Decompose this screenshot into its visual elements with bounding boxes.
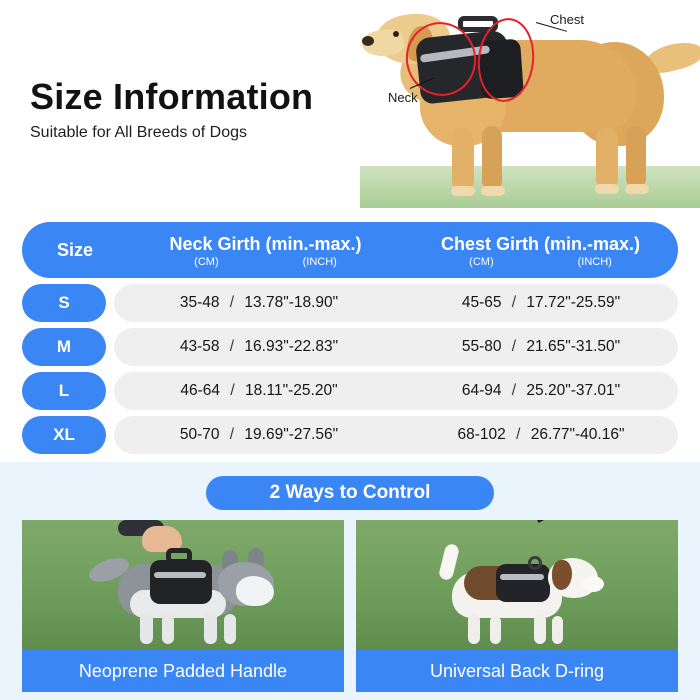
dog-eye <box>393 31 399 37</box>
table-row <box>22 372 678 410</box>
row-separator: / <box>516 426 521 443</box>
beagle-leg <box>490 616 501 644</box>
row-size-badge: S <box>22 284 106 322</box>
section-title-pill: 2 Ways to Control <box>206 476 494 510</box>
row-neck-inch: 19.69"-27.56" <box>244 426 339 443</box>
dog-nose <box>362 36 374 46</box>
ways-to-control-section <box>0 462 700 700</box>
row-chest-cell <box>404 426 678 444</box>
row-separator: / <box>230 382 235 399</box>
row-size-badge: M <box>22 328 106 366</box>
leash <box>537 520 671 523</box>
dog-paw <box>595 184 619 194</box>
harness-vest <box>150 560 212 604</box>
row-chest-cm: 68-102 <box>457 426 506 443</box>
husky-leg <box>140 612 153 644</box>
harness-reflective-strip <box>154 572 206 578</box>
beagle-leg <box>468 614 480 644</box>
beagle-leg <box>552 616 563 644</box>
harness-reflective-strip <box>500 574 544 580</box>
hero-dog-photo <box>360 0 700 208</box>
row-values <box>114 372 678 410</box>
row-values <box>114 416 678 454</box>
row-chest-cm: 55-80 <box>461 338 502 355</box>
dog-paw <box>481 186 505 196</box>
row-neck-cm: 43-58 <box>179 338 220 355</box>
hero-section <box>0 0 700 208</box>
row-neck-inch: 13.78"-18.90" <box>244 294 339 311</box>
dog-front-leg-near <box>452 128 474 188</box>
row-values <box>114 328 678 366</box>
husky-leg <box>162 614 174 644</box>
feature-card-dring <box>356 520 678 692</box>
page-title: Size Information <box>30 76 314 117</box>
row-neck-cell <box>114 382 404 400</box>
beagle-leg <box>534 614 546 644</box>
neck-unit-inch: (INCH) <box>302 255 337 268</box>
row-size-badge: XL <box>22 416 106 454</box>
universal-back-d-ring <box>528 556 542 570</box>
husky-photo <box>22 520 344 650</box>
table-header-size: Size <box>56 239 94 260</box>
dog-hind-leg-far <box>626 126 646 186</box>
row-separator: / <box>511 338 517 355</box>
row-chest-inch: 25.20"-37.01" <box>526 382 621 399</box>
row-neck-cell <box>114 294 404 312</box>
size-table <box>22 222 678 454</box>
row-separator: / <box>229 338 235 355</box>
feature-card-handle <box>22 520 344 692</box>
table-header-row <box>22 222 678 278</box>
row-neck-cm: 50-70 <box>179 426 220 443</box>
dog-hind-leg-near <box>596 128 618 186</box>
table-row <box>22 284 678 322</box>
table-row <box>22 328 678 366</box>
feature-caption-handle: Neoprene Padded Handle <box>22 650 344 692</box>
husky-leg <box>204 612 217 644</box>
feature-cards <box>22 520 678 692</box>
row-separator: / <box>229 294 235 311</box>
neck-unit-cm: (CM) <box>194 255 219 268</box>
harness-vest <box>496 564 550 602</box>
table-header-chest <box>403 233 678 268</box>
neck-annotation-label: Neck <box>388 90 418 105</box>
row-chest-inch: 17.72"-25.59" <box>526 294 621 311</box>
row-chest-cell <box>404 338 678 356</box>
dog-paw <box>451 186 475 196</box>
dog-front-leg-far <box>482 126 502 188</box>
row-neck-cell <box>114 338 404 356</box>
neoprene-padded-handle <box>166 548 192 564</box>
row-chest-cm: 45-65 <box>461 294 502 311</box>
beagle-photo <box>356 520 678 650</box>
row-size-badge: L <box>22 372 106 410</box>
husky-leg <box>224 614 236 644</box>
row-neck-inch: 16.93"-22.83" <box>244 338 339 355</box>
row-chest-cm: 64-94 <box>461 382 502 399</box>
row-chest-cell <box>404 294 678 312</box>
title-block <box>30 76 313 142</box>
grass-background <box>360 166 700 208</box>
row-values <box>114 284 678 322</box>
row-separator: / <box>229 426 235 443</box>
beagle-snout <box>582 576 604 592</box>
chest-annotation-label: Chest <box>550 12 584 27</box>
row-neck-cm: 35-48 <box>179 294 220 311</box>
row-neck-cell <box>114 426 404 444</box>
beagle-tail <box>438 543 460 581</box>
row-chest-inch: 26.77"-40.16" <box>530 426 625 443</box>
row-neck-inch: 18.11"-25.20" <box>245 382 338 399</box>
feature-caption-dring: Universal Back D-ring <box>356 650 678 692</box>
table-header-neck <box>128 233 403 268</box>
husky-face-mask <box>236 576 274 606</box>
row-separator: / <box>511 294 517 311</box>
chest-unit-inch: (INCH) <box>577 255 612 268</box>
table-row <box>22 416 678 454</box>
page-subtitle: Suitable for All Breeds of Dogs <box>30 124 248 141</box>
row-chest-cell <box>404 382 678 400</box>
row-separator: / <box>511 382 517 399</box>
row-chest-inch: 21.65"-31.50" <box>526 338 621 355</box>
dog-paw <box>625 184 649 194</box>
table-header-neck-label: Neck Girth (min.-max.) <box>169 233 362 254</box>
chest-unit-cm: (CM) <box>469 255 494 268</box>
table-header-chest-label: Chest Girth (min.-max.) <box>440 233 641 254</box>
row-neck-cm: 46-64 <box>180 382 221 399</box>
